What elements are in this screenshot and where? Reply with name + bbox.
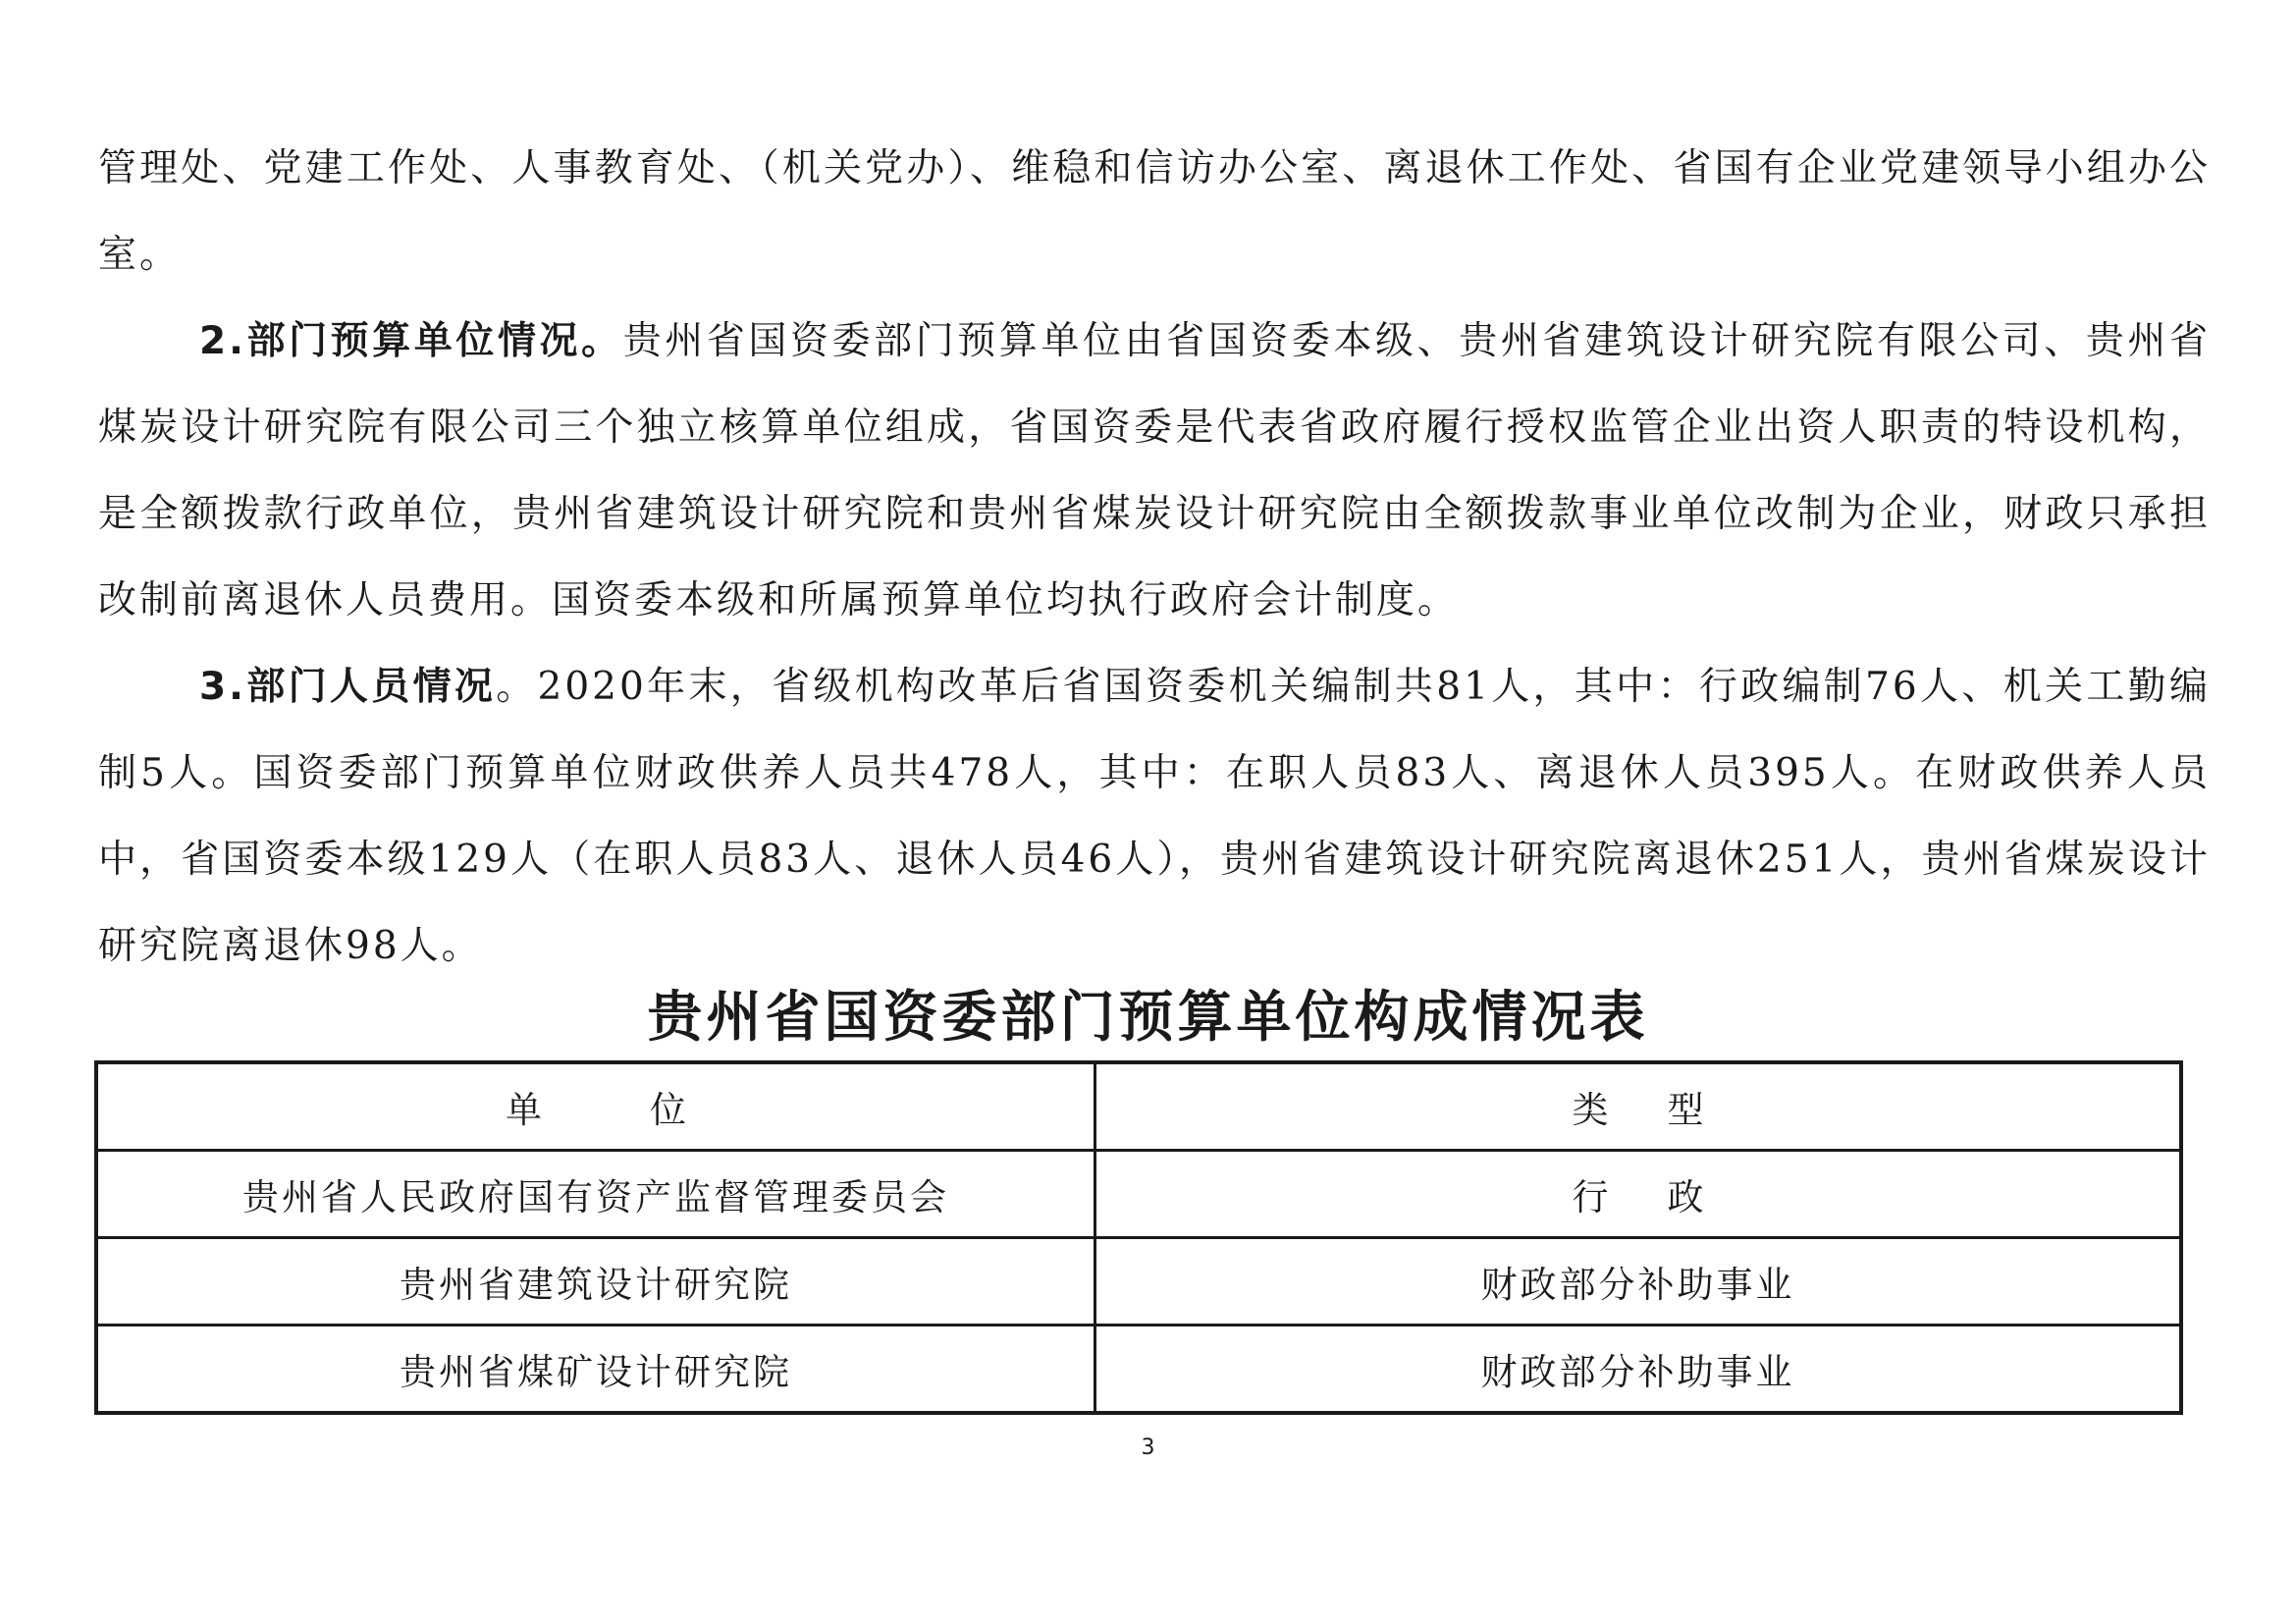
paragraph-1	[98, 126, 2211, 298]
paragraph-3-text: 。2020年末，省级机构改革后省国资委机关编制共81人，其中：行政编制76人、机关工勤编制5人。国资委部门预算单位财政供养人员共478人，其中：在职人员83人、离退休人员395人。在财政供养人员中，省国资委本级129人（在职人员83人、退休人员46人），贵州省建筑设计研究院离退休251人，贵州省煤炭设计研究院离退休98人。	[98, 665, 2211, 968]
table-row	[96, 1326, 2181, 1414]
header-unit-label: 单位	[506, 1089, 794, 1131]
cell-type-label: 行政	[1572, 1176, 1763, 1218]
header-type-label: 类型	[1572, 1089, 1763, 1131]
cell-type: 财政部分补助事业	[1095, 1238, 2182, 1326]
cell-unit: 贵州省建筑设计研究院	[96, 1238, 1095, 1326]
table-title: 贵州省国资委部门预算单位构成情况表	[647, 986, 1649, 1050]
paragraph-2-heading: 2.部门预算单位情况。	[199, 319, 623, 363]
paragraph-2-text: 贵州省国资委部门预算单位由省国资委本级、贵州省建筑设计研究院有限公司、贵州省煤炭设计研究院有限公司三个独立核算单位组成，省国资委是代表省政府履行授权监管企业出资人职责的特设机构，是全额拨款行政单位，贵州省建筑设计研究院和贵州省煤炭设计研究院由全额拨款事业单位改制为企业，财政只承担改制前离退休人员费用。国资委本级和所属预算单位均执行政府会计制度。	[98, 319, 2211, 623]
paragraph-1-text: 管理处、党建工作处、人事教育处、（机关党办）、维稳和信访办公室、离退休工作处、省国有企业党建领导小组办公室。	[98, 146, 2211, 277]
budget-units-table	[94, 1060, 2183, 1415]
page-number: 3	[1141, 1435, 1155, 1460]
paragraph-3	[98, 644, 2211, 990]
cell-unit: 贵州省煤矿设计研究院	[96, 1326, 1095, 1414]
cell-type: 财政部分补助事业	[1095, 1326, 2182, 1414]
header-type	[1095, 1062, 2182, 1151]
cell-type	[1095, 1151, 2182, 1238]
table-row	[96, 1238, 2181, 1326]
cell-unit: 贵州省人民政府国有资产监督管理委员会	[96, 1151, 1095, 1238]
table-row	[96, 1151, 2181, 1238]
header-unit	[96, 1062, 1095, 1151]
paragraph-2	[98, 298, 2211, 644]
paragraph-3-heading: 3.部门人员情况	[199, 665, 497, 709]
table-header-row	[96, 1062, 2181, 1151]
body-text	[98, 126, 2211, 990]
